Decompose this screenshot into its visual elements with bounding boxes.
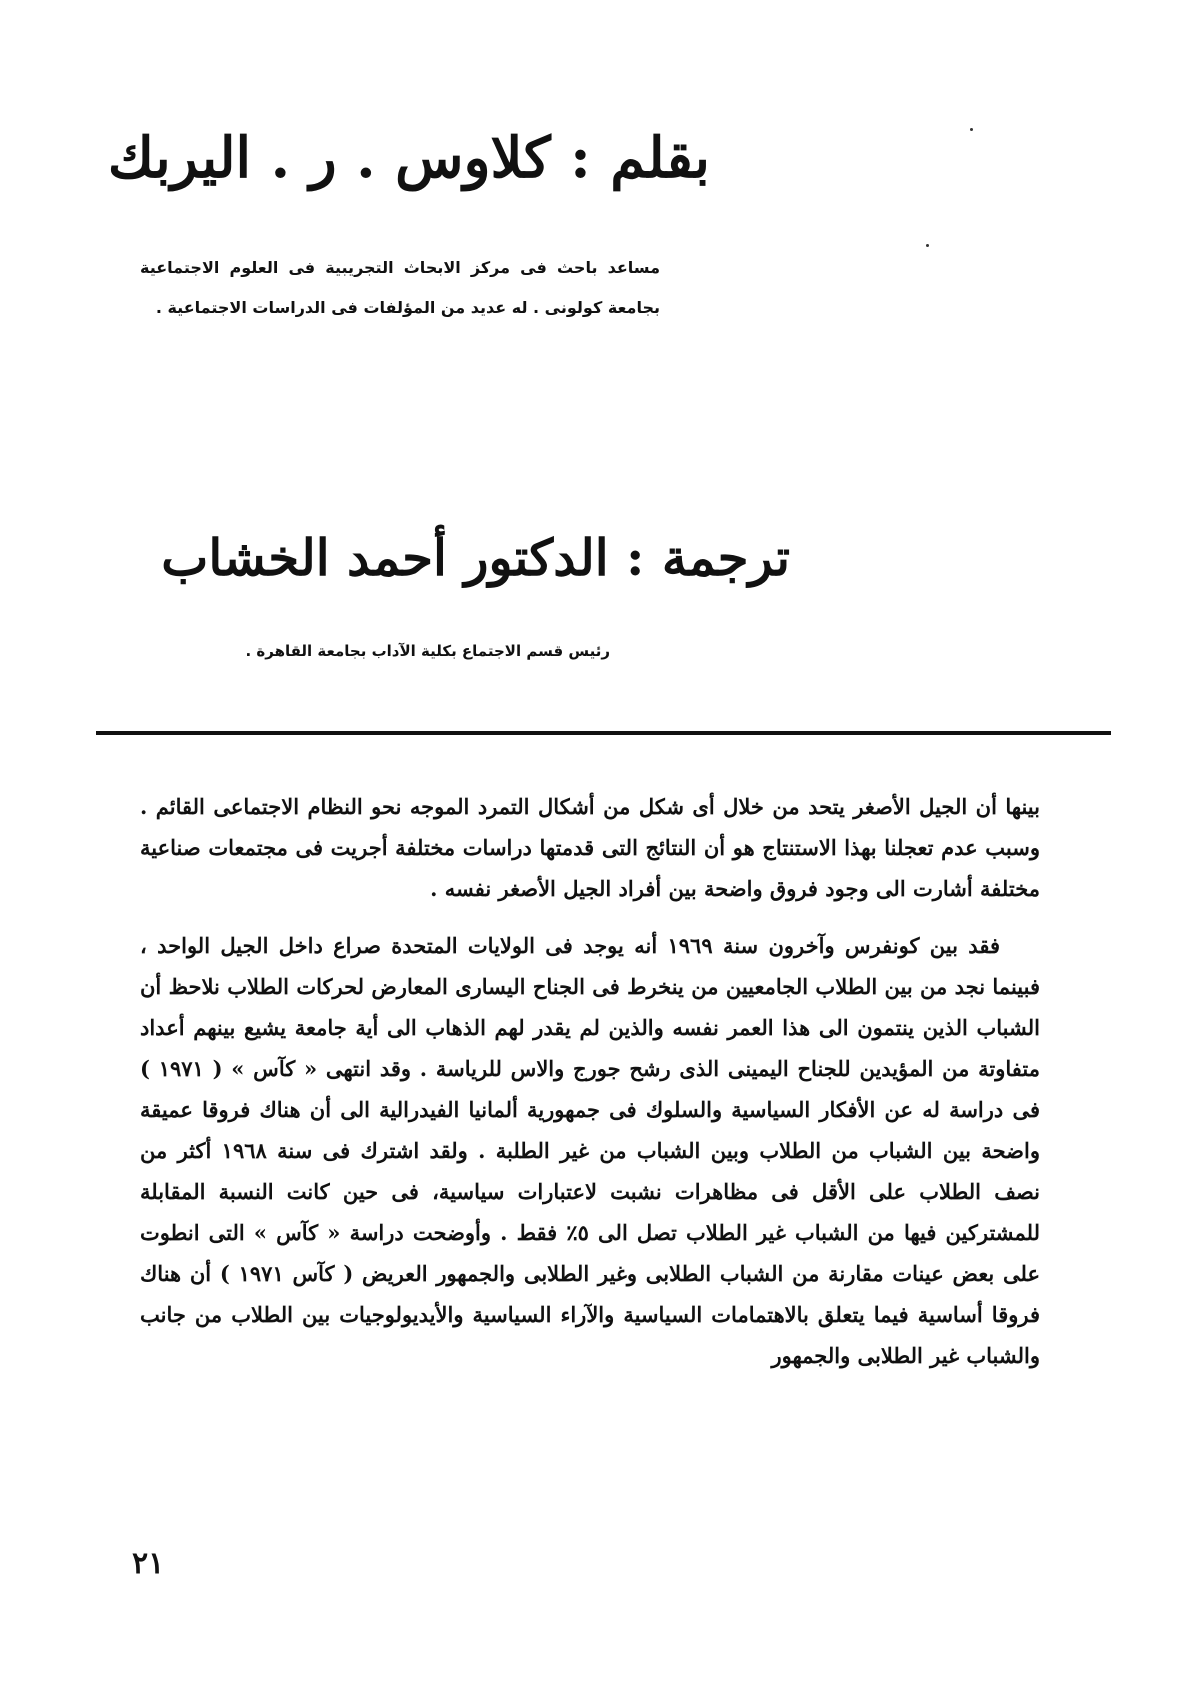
paragraph-1: بينها أن الجيل الأصغر يتحد من خلال أى شكل من أشكال التمرد الموجه نحو النظام الاجتماعى القائم . وسبب عدم تعجلنا بهذا الاستنتاج هو أن النتائج التى قدمتها دراسات مختلفة أجريت فى مجتمعات صناعية مختلفة أشارت الى وجود فروق واضحة بين أفراد الجيل الأصغر نفسه .: [140, 794, 1040, 901]
speck-mark: [926, 244, 929, 247]
page-number: ٢١: [132, 1546, 165, 1581]
author-line: بقلم : كلاوس . ر . اليربك: [107, 125, 710, 191]
speck-mark: [970, 128, 973, 131]
body-text: [140, 786, 1040, 1376]
translator-bio: رئيس قسم الاجتماع بكلية الآداب بجامعة القاهرة .: [245, 642, 610, 660]
paragraph-2: فقد بين كونفرس وآخرون سنة ١٩٦٩ أنه يوجد فى الولايات المتحدة صراع داخل الجيل الواحد ، فبينما نجد من بين الطلاب الجامعيين من ينخرط فى الجناح اليسارى المعارض لحركات الطلاب نلاحظ أن الشباب الذين ينتمون الى هذا العمر نفسه والذين لم يقدر لهم الذهاب الى أية جامعة يشيع بينهم أعداد متفاوتة من المؤيدين للجناح اليمينى الذى رشح جورج والاس للرياسة . وقد انتهى « كآس » ( ١٩٧١ ) فى دراسة له عن الأفكار السياسية والسلوك فى جمهورية ألمانيا الفيدرالية الى أن هناك فروقا عميقة واضحة بين الشباب من الطلاب وبين الشباب من غير الطلبة . ولقد اشترك فى سنة ١٩٦٨ أكثر من نصف الطلاب على الأقل فى مظاهرات نشبت لاعتبارات سياسية، فى حين كانت النسبة المقابلة للمشتركين فيها من الشباب غير الطلاب تصل الى ٥٪ فقط . وأوضحت دراسة « كآس » التى انطوت على بعض عينات مقارنة من الشباب الطلابى وغير الطلابى والجمهور العريض ( كآس ١٩٧١ ) أن هناك فروقا أساسية فيما يتعلق بالاهتمامات السياسية والآراء السياسية والأيديولوجيات بين الطلاب من جانب والشباب غير الطلابى والجمهور: [140, 933, 1041, 1368]
translator-line: ترجمة : الدكتور أحمد الخشاب: [161, 528, 790, 587]
author-bio: مساعد باحث فى مركز الابحاث التجريبية فى العلوم الاجتماعية بجامعة كولونى . له عديد من المؤلفات فى الدراسات الاجتماعية .: [140, 258, 660, 317]
horizontal-rule: [96, 731, 1111, 735]
